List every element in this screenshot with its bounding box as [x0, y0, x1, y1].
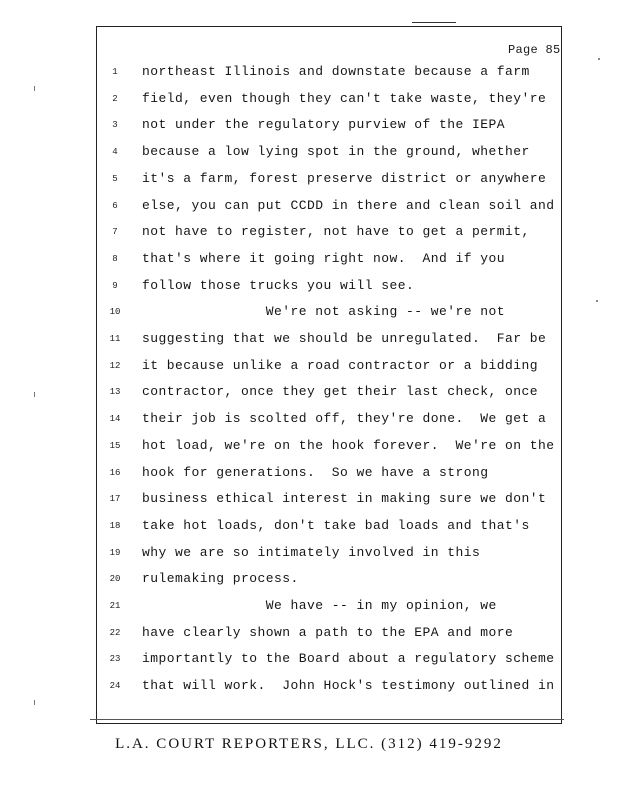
transcript-line-text: take hot loads, don't take bad loads and that's: [142, 517, 530, 533]
line-number: 19: [109, 547, 121, 558]
line-number: 2: [112, 93, 118, 104]
line-number: 23: [109, 654, 121, 665]
line-number: 4: [112, 147, 118, 158]
line-number: 6: [112, 200, 118, 211]
transcript-line-text: why we are so intimately involved in this: [142, 544, 481, 560]
line-number: 7: [112, 227, 118, 238]
line-number: 9: [112, 280, 118, 291]
transcript-line-text: rulemaking process.: [142, 571, 299, 587]
line-number: 15: [109, 440, 121, 451]
line-number: 24: [109, 681, 121, 692]
line-number: 11: [109, 334, 121, 344]
transcript-line-text: importantly to the Board about a regulatory scheme: [142, 651, 555, 667]
scan-speck: [598, 58, 600, 60]
line-number: 14: [109, 414, 121, 425]
transcript-line-text: northeast Illinois and downstate because a farm: [142, 64, 530, 79]
line-number: 13: [109, 387, 121, 398]
transcript-line-text: because a low lying spot in the ground, whether: [142, 144, 530, 160]
transcript-line-text: hook for generations. So we have a strong: [142, 464, 489, 480]
line-number: 10: [109, 307, 121, 318]
line-number: 21: [109, 601, 121, 611]
margin-tick: [34, 392, 35, 397]
transcript-line-text: We have -- in my opinion, we: [142, 598, 497, 613]
line-number: 17: [109, 494, 121, 505]
transcript-line-text: have clearly shown a path to the EPA and more: [142, 624, 514, 640]
transcript-line-text: it's a farm, forest preserve district or anywhere: [142, 170, 547, 186]
line-number: 5: [112, 173, 118, 184]
court-reporter-footer: L.A. COURT REPORTERS, LLC. (312) 419-9292: [115, 736, 503, 752]
transcript-line-text: hot load, we're on the hook forever. We're on the: [142, 437, 555, 453]
transcript-line-text: that will work. John Hock's testimony outlined in: [142, 678, 555, 694]
transcript-line-text: it because unlike a road contractor or a bidding: [142, 357, 539, 373]
page-number: Page 85: [508, 43, 561, 57]
transcript-line-text: that's where it going right now. And if you: [142, 250, 506, 266]
transcript-line-text: not have to register, not have to get a permit,: [142, 224, 530, 240]
line-number: 8: [112, 253, 118, 264]
transcript-line-text: else, you can put CCDD in there and clean soil and: [142, 197, 555, 213]
transcript-line-text: their job is scolted off, they're done. We get a: [142, 411, 547, 427]
transcript-line-text: not under the regulatory purview of the IEPA: [142, 117, 506, 133]
line-number: 18: [109, 520, 121, 531]
line-number: 20: [109, 574, 121, 585]
scan-speck: [596, 300, 598, 302]
line-number: 16: [109, 467, 121, 478]
transcript-line-text: field, even though they can't take waste, they're: [142, 90, 547, 106]
line-number: 1: [112, 67, 118, 77]
frame-bottom-line: [90, 719, 564, 720]
frame-top-mark: [412, 22, 456, 23]
line-number: 22: [109, 627, 121, 638]
transcript-line-text: business ethical interest in making sure we don't: [142, 491, 547, 507]
transcript-line-text: suggesting that we should be unregulated. Far be: [142, 331, 547, 346]
margin-tick: [34, 700, 35, 705]
line-number: 12: [109, 360, 121, 371]
line-number: 3: [112, 120, 118, 131]
transcript-line-text: We're not asking -- we're not: [142, 304, 506, 320]
transcript-line-text: follow those trucks you will see.: [142, 277, 415, 293]
transcript-line-text: contractor, once they get their last check, once: [142, 384, 539, 400]
margin-tick: [34, 86, 35, 91]
